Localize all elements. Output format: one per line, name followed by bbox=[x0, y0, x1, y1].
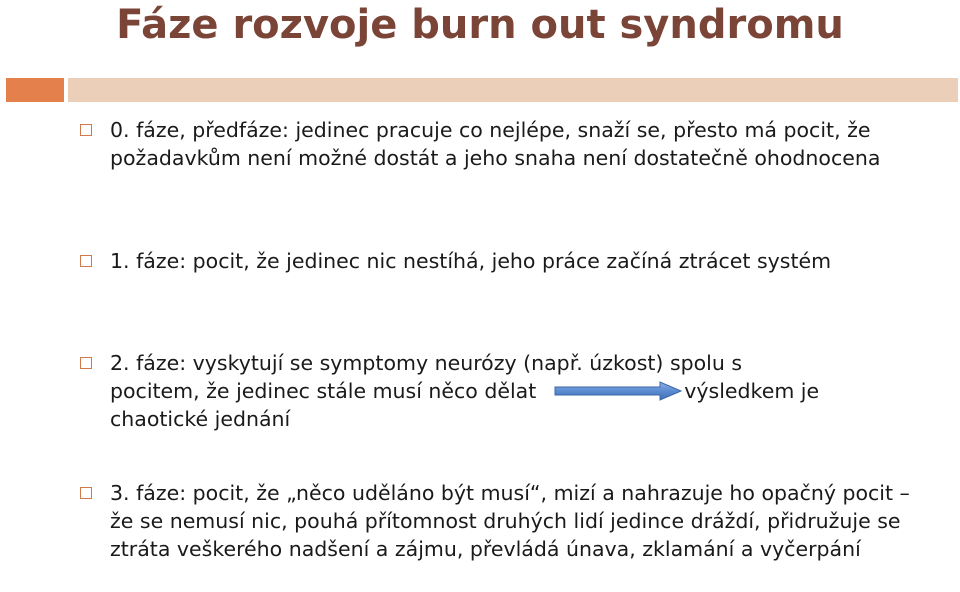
bullet-text-phase-2-line-2-start: pocitem, že jedinec stále musí něco dělat bbox=[110, 379, 537, 403]
bullet-text-phase-2-line-2 bbox=[110, 377, 910, 405]
bullet-text-phase-2 bbox=[110, 349, 910, 433]
bullet-text-phase-2-line-1: 2. fáze: vyskytují se symptomy neurózy (např. úzkost) spolu s bbox=[110, 351, 743, 375]
bullet-text-phase-2-line-2-end: výsledkem je bbox=[684, 379, 820, 403]
square-bullet-icon bbox=[80, 255, 92, 267]
bullet-text-phase-0: 0. fáze, předfáze: jedinec pracuje co nejlépe, snaží se, přesto má pocit, že požadavkům není možné dostát a jeho snaha není dostatečně ohodnocena bbox=[110, 118, 881, 170]
square-bullet-icon bbox=[80, 357, 92, 369]
square-bullet-icon bbox=[80, 124, 92, 136]
slide-title: Fáze rozvoje burn out syndromu bbox=[116, 2, 844, 48]
bullet-text-phase-3: 3. fáze: pocit, že „něco uděláno být musí“, mizí a nahrazuje ho opačný pocit – že se nemusí nic, pouhá přítomnost druhých lidí jedince dráždí, přidružuje se ztráta veškerého nadšení a zájmu, převládá únava, zklamání a vyčerpání bbox=[110, 481, 910, 561]
right-arrow-icon bbox=[554, 381, 682, 401]
bullet-text-phase-2-line-3: chaotické jednání bbox=[110, 407, 291, 431]
square-bullet-icon bbox=[80, 487, 92, 499]
bullet-text-phase-1: 1. fáze: pocit, že jedinec nic nestíhá, jeho práce začíná ztrácet systém bbox=[110, 249, 832, 273]
